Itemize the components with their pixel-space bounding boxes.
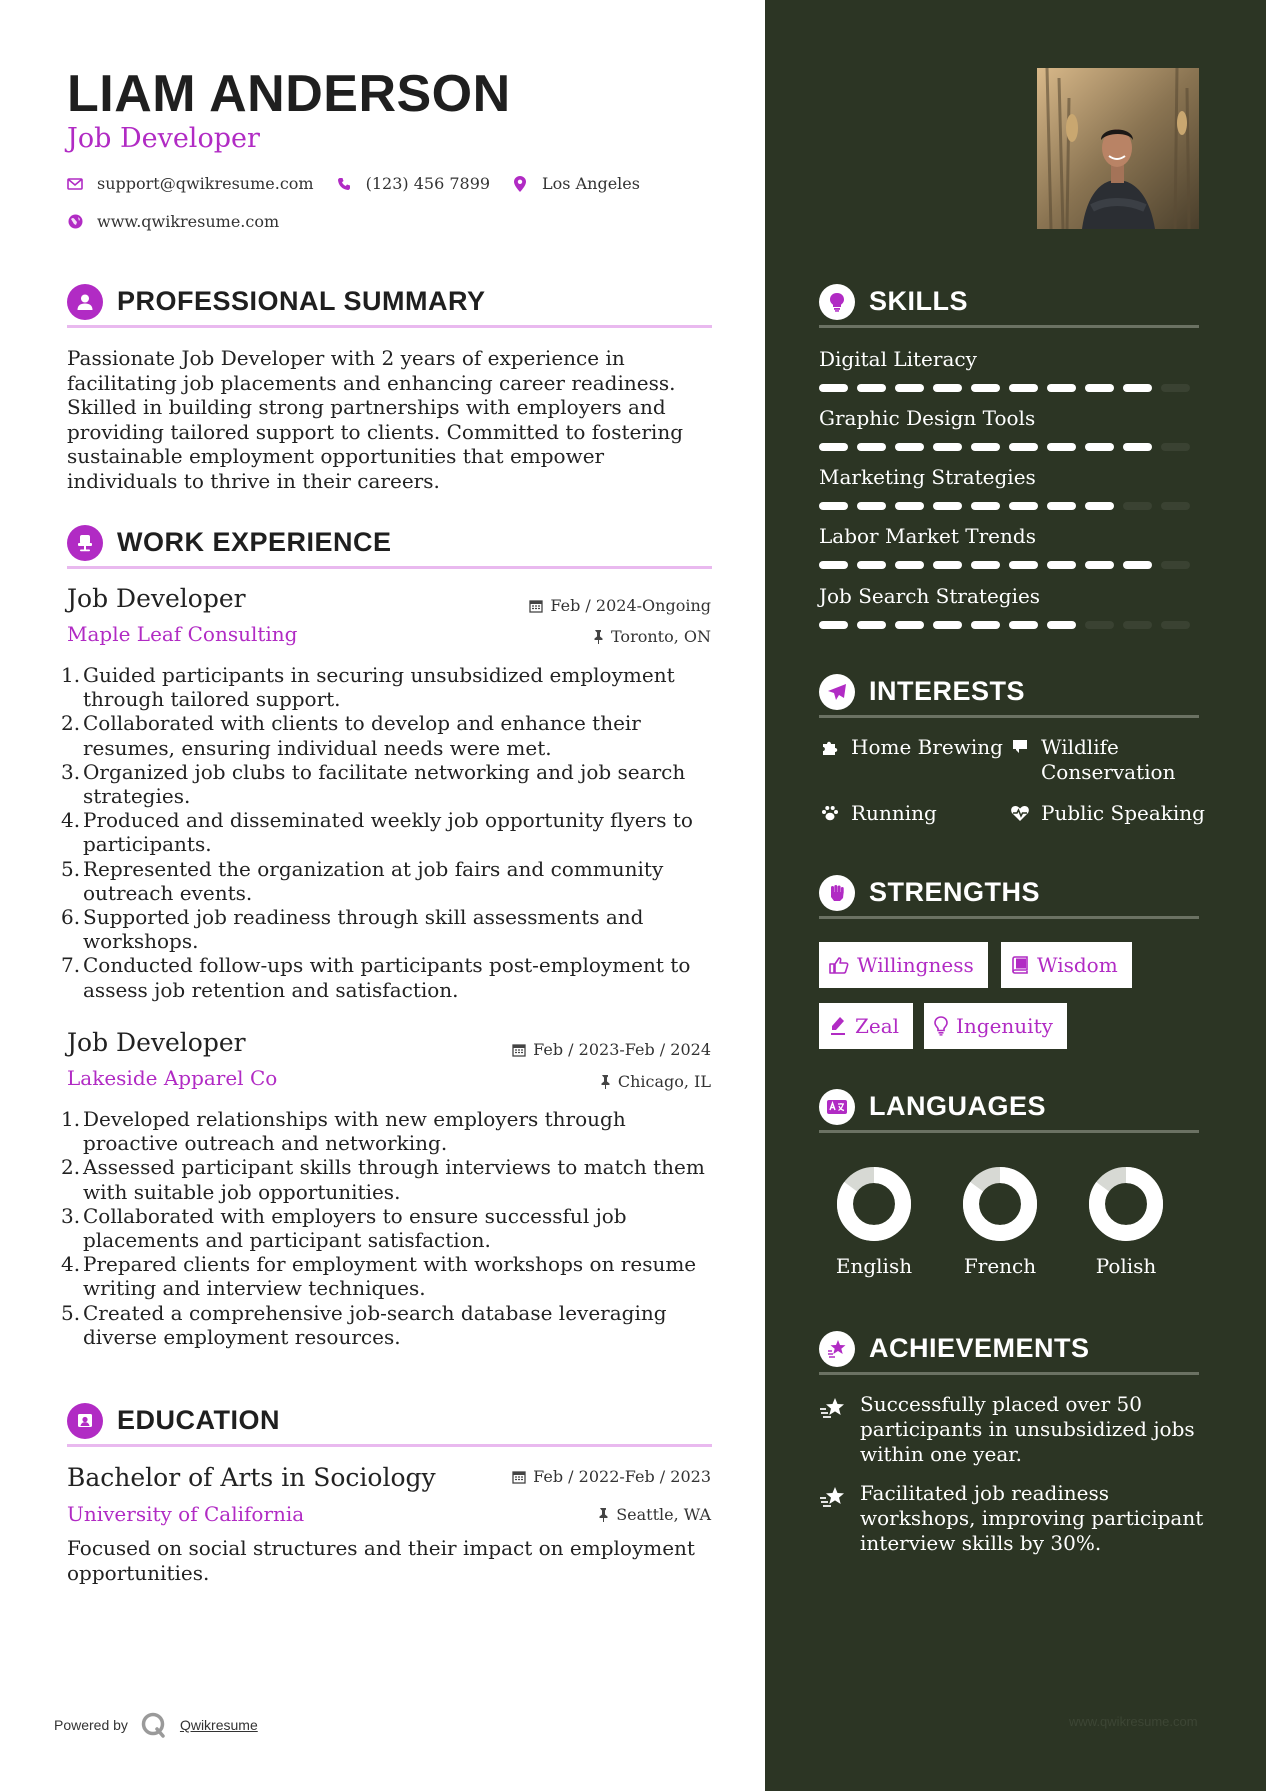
list-item: 5. Represented the organization at job fairs and community outreach events. xyxy=(61,856,664,905)
contact-phone[interactable] xyxy=(336,174,490,193)
achievements-section-header xyxy=(819,1325,1199,1375)
skill-level-segment xyxy=(933,502,962,510)
qwikresume-logo-icon xyxy=(140,1712,168,1738)
skill-level-segment xyxy=(857,502,886,510)
skill-level-bar xyxy=(819,384,1199,392)
skill-level-segment xyxy=(971,621,1000,629)
list-item: 3. Collaborated with employers to ensure successful job placements and participant satisfaction. xyxy=(61,1203,627,1253)
candidate-title: Job Developer xyxy=(67,123,260,154)
language-item xyxy=(824,1166,924,1278)
skill-level-segment xyxy=(1161,502,1190,510)
skill-level-segment xyxy=(895,384,924,392)
list-item: 1. Guided participants in securing unsubsidized employment through tailored support. xyxy=(61,663,675,712)
skill-level-segment xyxy=(1085,443,1114,451)
list-item: 5. Created a comprehensive job-search database leveraging diverse employment resources. xyxy=(61,1300,667,1349)
list-item: 7. Conducted follow-ups with participants post-employment to assess job retention and satisfaction. xyxy=(61,953,691,1002)
skill-level-segment xyxy=(1009,561,1038,569)
skill-level-segment xyxy=(1123,384,1152,392)
qwikresume-link[interactable]: Qwikresume xyxy=(179,1717,258,1733)
contact-website[interactable] xyxy=(67,212,279,231)
education-location-text: Seattle, WA xyxy=(616,1505,711,1524)
skill-level-bar xyxy=(819,621,1199,629)
job-1-location-text: Toronto, ON xyxy=(611,627,711,646)
skills-heading: SKILLS xyxy=(869,286,969,316)
skill-level-segment xyxy=(1161,621,1190,629)
interest-label: Home Brewing xyxy=(851,735,1003,759)
fist-icon xyxy=(819,875,855,911)
footer-url[interactable]: www.qwikresume.com xyxy=(1069,1714,1198,1729)
languages-heading: LANGUAGES xyxy=(869,1091,1047,1121)
interest-label: Running xyxy=(851,801,937,825)
contact-row xyxy=(67,174,662,193)
star-hand-icon xyxy=(819,1331,855,1367)
book-icon xyxy=(1011,956,1029,974)
achievement-item xyxy=(819,1392,1209,1467)
skill-level-segment xyxy=(819,384,848,392)
list-item: 1. Developed relationships with new employers through proactive outreach and networking. xyxy=(61,1107,626,1156)
graduation-icon xyxy=(67,1403,103,1439)
skill-level-segment xyxy=(1085,621,1114,629)
skill-level-segment xyxy=(857,621,886,629)
job-1-bullets xyxy=(61,663,718,1002)
skill-item xyxy=(819,523,1199,569)
strength-label: Wisdom xyxy=(1037,953,1118,977)
skill-level-segment xyxy=(933,443,962,451)
strength-label: Ingenuity xyxy=(956,1014,1053,1038)
skill-level-segment xyxy=(895,621,924,629)
skill-level-bar xyxy=(819,502,1199,510)
job-2-dates xyxy=(512,1040,711,1059)
list-item: 3. Organized job clubs to facilitate networking and job search strategies. xyxy=(61,759,686,809)
achievement-text: Facilitated job readiness workshops, improving participant interview skills by 30%. xyxy=(860,1481,1204,1555)
calendar-icon xyxy=(529,599,543,613)
strength-label: Willingness xyxy=(857,953,974,977)
phone-icon xyxy=(336,176,352,192)
skill-level-segment xyxy=(1047,561,1076,569)
interest-item xyxy=(1009,735,1175,785)
achievements-heading: ACHIEVEMENTS xyxy=(869,1333,1090,1363)
skill-item xyxy=(819,464,1199,510)
interest-label: Wildlife Conservation xyxy=(1041,735,1176,784)
briefcase-chair-icon xyxy=(67,525,103,561)
skill-level-segment xyxy=(1161,384,1190,392)
skill-level-segment xyxy=(933,561,962,569)
website-text: www.qwikresume.com xyxy=(97,212,280,231)
language-proficiency-ring xyxy=(1088,1166,1164,1242)
skill-level-segment xyxy=(1009,621,1038,629)
lightbulb-icon xyxy=(934,1016,948,1036)
skill-level-segment xyxy=(1085,384,1114,392)
skill-level-segment xyxy=(1047,443,1076,451)
job-2-location xyxy=(599,1072,711,1091)
job-1-title: Job Developer xyxy=(67,584,246,613)
skill-name: Digital Literacy xyxy=(819,347,977,371)
pin-icon xyxy=(592,630,604,644)
phone-text: (123) 456 7899 xyxy=(365,174,491,193)
skill-level-segment xyxy=(1161,561,1190,569)
education-dates-text: Feb / 2022-Feb / 2023 xyxy=(533,1467,711,1486)
achievement-item xyxy=(819,1481,1209,1556)
interests-heading: INTERESTS xyxy=(869,676,1026,706)
skill-level-segment xyxy=(1047,384,1076,392)
pin-icon xyxy=(597,1508,609,1522)
globe-icon xyxy=(67,214,83,230)
language-item xyxy=(1076,1166,1176,1278)
skill-item xyxy=(819,405,1199,451)
skill-level-segment xyxy=(819,443,848,451)
achievement-text: Successfully placed over 50 participants in unsubsidized jobs within one year. xyxy=(860,1392,1195,1466)
skill-level-bar xyxy=(819,561,1199,569)
powered-by-text: Powered by xyxy=(54,1717,128,1733)
language-name: Polish xyxy=(1095,1254,1157,1278)
strength-label: Zeal xyxy=(855,1014,900,1038)
list-item: 6. Supported job readiness through skill assessments and workshops. xyxy=(61,905,644,954)
education-dates xyxy=(512,1467,711,1486)
summary-heading: PROFESSIONAL SUMMARY xyxy=(117,286,486,316)
job-2-location-text: Chicago, IL xyxy=(617,1072,711,1091)
website-row xyxy=(67,212,301,231)
skill-level-segment xyxy=(857,561,886,569)
summary-text: Passionate Job Developer with 2 years of experience in facilitating job placements and enhancing career readiness. Skilled in building strong partnerships with employers and providing tailored support to clients. Committed to fostering sustainable employment opportunities that empower individuals to thrive in their careers. xyxy=(67,346,683,493)
skill-level-segment xyxy=(857,443,886,451)
skill-name: Marketing Strategies xyxy=(819,465,1036,489)
education-school: University of California xyxy=(67,1502,305,1526)
interest-item xyxy=(819,735,1003,760)
languages-section-header xyxy=(819,1083,1199,1133)
paw-icon xyxy=(819,801,841,822)
language-proficiency-ring xyxy=(836,1166,912,1242)
flag-icon xyxy=(1009,735,1031,756)
skill-level-segment xyxy=(895,502,924,510)
candidate-name: LIAM ANDERSON xyxy=(67,65,511,123)
interests-section-header xyxy=(819,668,1199,718)
star-hand-icon xyxy=(819,1481,847,1556)
language-proficiency-ring xyxy=(962,1166,1038,1242)
job-2-company: Lakeside Apparel Co xyxy=(67,1066,278,1090)
skill-level-segment xyxy=(971,502,1000,510)
strength-chip xyxy=(819,1003,913,1049)
skill-level-segment xyxy=(895,443,924,451)
list-item: 4. Prepared clients for employment with workshops on resume writing and interview techniques. xyxy=(61,1252,697,1301)
skill-level-segment xyxy=(819,621,848,629)
envelope-icon xyxy=(67,176,83,192)
education-location xyxy=(597,1505,711,1524)
powered-by xyxy=(54,1712,258,1738)
skill-level-segment xyxy=(1123,561,1152,569)
list-item: 4. Produced and disseminated weekly job opportunity flyers to participants. xyxy=(61,808,693,857)
job-1-dates-text: Feb / 2024-Ongoing xyxy=(550,596,711,615)
skill-level-segment xyxy=(1161,443,1190,451)
sidebar xyxy=(765,0,1266,1791)
skill-level-segment xyxy=(933,621,962,629)
skill-level-segment xyxy=(971,561,1000,569)
job-1-dates xyxy=(529,596,711,615)
translate-icon xyxy=(819,1089,855,1125)
skill-level-segment xyxy=(1085,561,1114,569)
skill-item xyxy=(819,583,1199,629)
lightbulb-icon xyxy=(819,284,855,320)
heartbeat-icon xyxy=(1009,801,1031,822)
skill-level-segment xyxy=(857,384,886,392)
strengths-section-header xyxy=(819,869,1199,919)
calendar-icon xyxy=(512,1043,526,1057)
skill-level-segment xyxy=(971,443,1000,451)
paper-plane-icon xyxy=(819,674,855,710)
job-1-location xyxy=(592,627,711,646)
skill-level-segment xyxy=(1009,384,1038,392)
list-item: 2. Assessed participant skills through interviews to match them with suitable job opportunities. xyxy=(61,1155,705,1204)
skill-item xyxy=(819,346,1199,392)
skill-level-segment xyxy=(1009,502,1038,510)
education-heading: EDUCATION xyxy=(117,1405,280,1435)
email-text: support@qwikresume.com xyxy=(97,174,314,193)
contact-email[interactable] xyxy=(67,174,314,193)
skill-level-segment xyxy=(1123,502,1152,510)
education-description: Focused on social structures and their impact on employment opportunities. xyxy=(67,1536,695,1585)
skill-level-segment xyxy=(1085,502,1114,510)
list-item: 2. Collaborated with clients to develop and enhance their resumes, ensuring individual needs were met. xyxy=(61,711,641,760)
thumbs-up-icon xyxy=(829,956,849,974)
skill-level-segment xyxy=(1047,502,1076,510)
language-item xyxy=(950,1166,1050,1278)
skill-level-segment xyxy=(895,561,924,569)
job-2-bullets xyxy=(61,1107,718,1349)
job-1-company: Maple Leaf Consulting xyxy=(67,622,298,646)
pin-icon xyxy=(599,1075,611,1089)
education-section-header xyxy=(67,1397,712,1447)
skill-level-segment xyxy=(1123,621,1152,629)
job-2-dates-text: Feb / 2023-Feb / 2024 xyxy=(533,1040,711,1059)
interest-item xyxy=(819,801,937,826)
skill-level-segment xyxy=(1047,621,1076,629)
strength-chip xyxy=(1001,942,1132,988)
language-name: English xyxy=(835,1254,913,1278)
education-degree: Bachelor of Arts in Sociology xyxy=(67,1463,436,1492)
strength-chip xyxy=(819,942,988,988)
skill-level-segment xyxy=(933,384,962,392)
skill-name: Job Search Strategies xyxy=(819,584,1041,608)
calendar-icon xyxy=(512,1470,526,1484)
contact-location xyxy=(512,174,640,193)
experience-section-header xyxy=(67,519,712,569)
pen-icon xyxy=(829,1016,847,1036)
summary-section-header xyxy=(67,278,712,328)
location-text: Los Angeles xyxy=(542,174,640,193)
experience-heading: WORK EXPERIENCE xyxy=(117,527,392,557)
skill-level-segment xyxy=(1009,443,1038,451)
profile-photo xyxy=(1037,68,1199,229)
language-name: French xyxy=(963,1254,1037,1278)
star-hand-icon xyxy=(819,1392,847,1467)
skill-name: Graphic Design Tools xyxy=(819,406,1036,430)
puzzle-icon xyxy=(819,735,841,756)
interest-label: Public Speaking xyxy=(1041,801,1205,825)
user-icon xyxy=(67,284,103,320)
strength-chip xyxy=(924,1003,1067,1049)
job-2-title: Job Developer xyxy=(67,1028,246,1057)
skill-level-segment xyxy=(971,384,1000,392)
skill-level-segment xyxy=(819,502,848,510)
skill-level-segment xyxy=(819,561,848,569)
strengths-heading: STRENGTHS xyxy=(869,877,1041,907)
skill-level-segment xyxy=(1123,443,1152,451)
interest-item xyxy=(1009,801,1205,826)
map-marker-icon xyxy=(512,176,528,192)
skills-section-header xyxy=(819,278,1199,328)
skill-level-bar xyxy=(819,443,1199,451)
skill-name: Labor Market Trends xyxy=(819,524,1036,548)
